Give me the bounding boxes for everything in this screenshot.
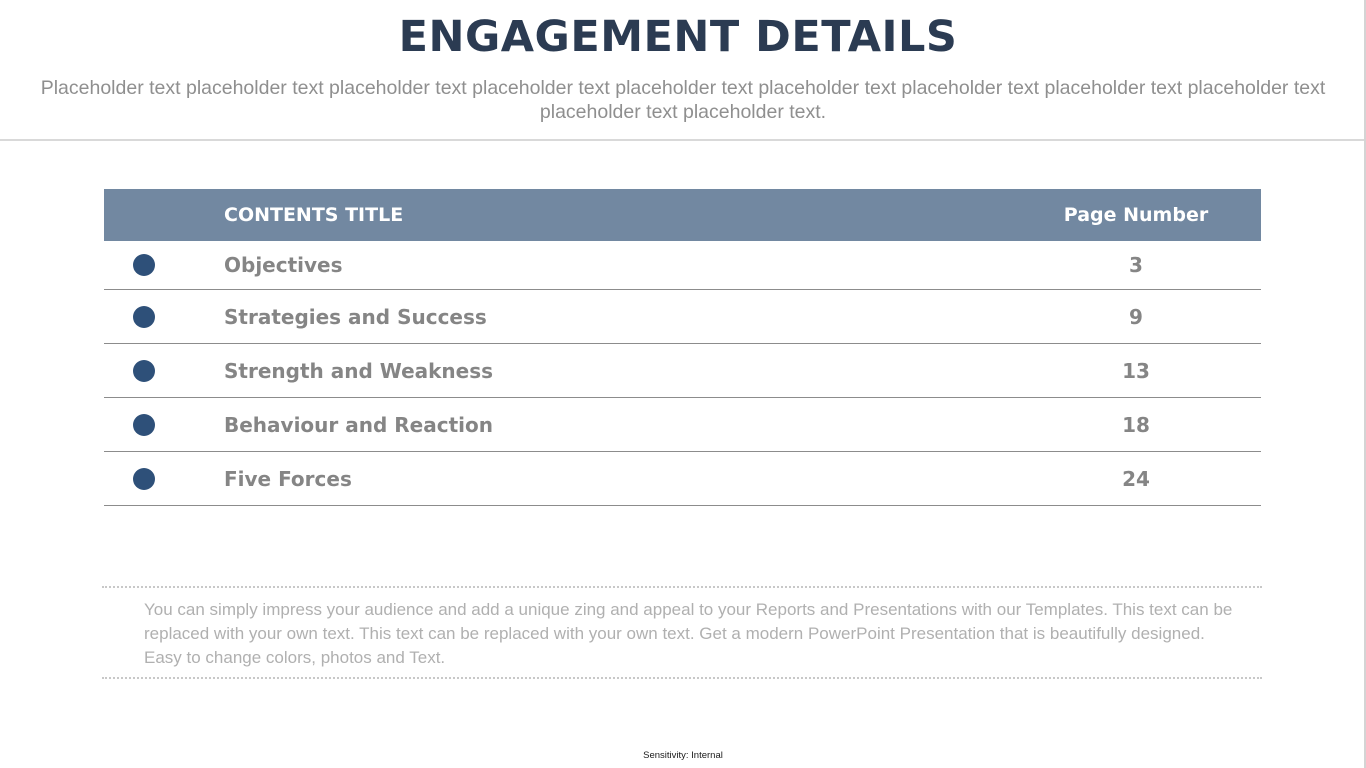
row-title: Behaviour and Reaction [224,412,493,437]
table-row [104,452,1261,506]
bullet-dot-icon [133,468,155,490]
contents-table [104,189,1261,506]
table-row [104,241,1261,290]
contents-table-header [104,189,1261,241]
row-title: Strength and Weakness [224,358,494,383]
column-header-page: Page Number [1063,204,1209,226]
header-divider [0,139,1364,141]
contents-table-body [104,241,1261,506]
table-row [104,398,1261,452]
description-box [102,586,1262,679]
column-header-title: CONTENTS TITLE [224,204,404,226]
table-row [104,290,1261,344]
page-subtitle: Placeholder text placeholder text placeholder text placeholder text placeholder text placeholder text placeholder text placeholder text placeholder text placeholder text placeholder text. [40,77,1326,123]
bullet-dot-icon [133,306,155,328]
bullet-dot-icon [133,414,155,436]
row-page-number: 13 [1122,358,1150,383]
bullet-dot-icon [133,254,155,276]
row-page-number: 24 [1122,466,1150,491]
page-title: ENGAGEMENT DETAILS [398,12,958,62]
row-page-number: 3 [1129,253,1143,277]
table-row [104,344,1261,398]
row-title: Strategies and Success [224,304,487,329]
row-title: Objectives [224,253,343,277]
row-page-number: 9 [1129,304,1143,329]
bullet-dot-icon [133,360,155,382]
description-text: You can simply impress your audience and add a unique zing and appeal to your Reports and Presentations with our Templates. This text can be replaced with your own text. This text can be replaced with your own text. Get a modern PowerPoint Presentation that is beautifully designed. Easy to change colors, photos and Text. [144,600,1233,667]
row-title: Five Forces [224,466,352,491]
sensitivity-label: Sensitivity: Internal [643,750,723,761]
row-page-number: 18 [1122,412,1150,437]
